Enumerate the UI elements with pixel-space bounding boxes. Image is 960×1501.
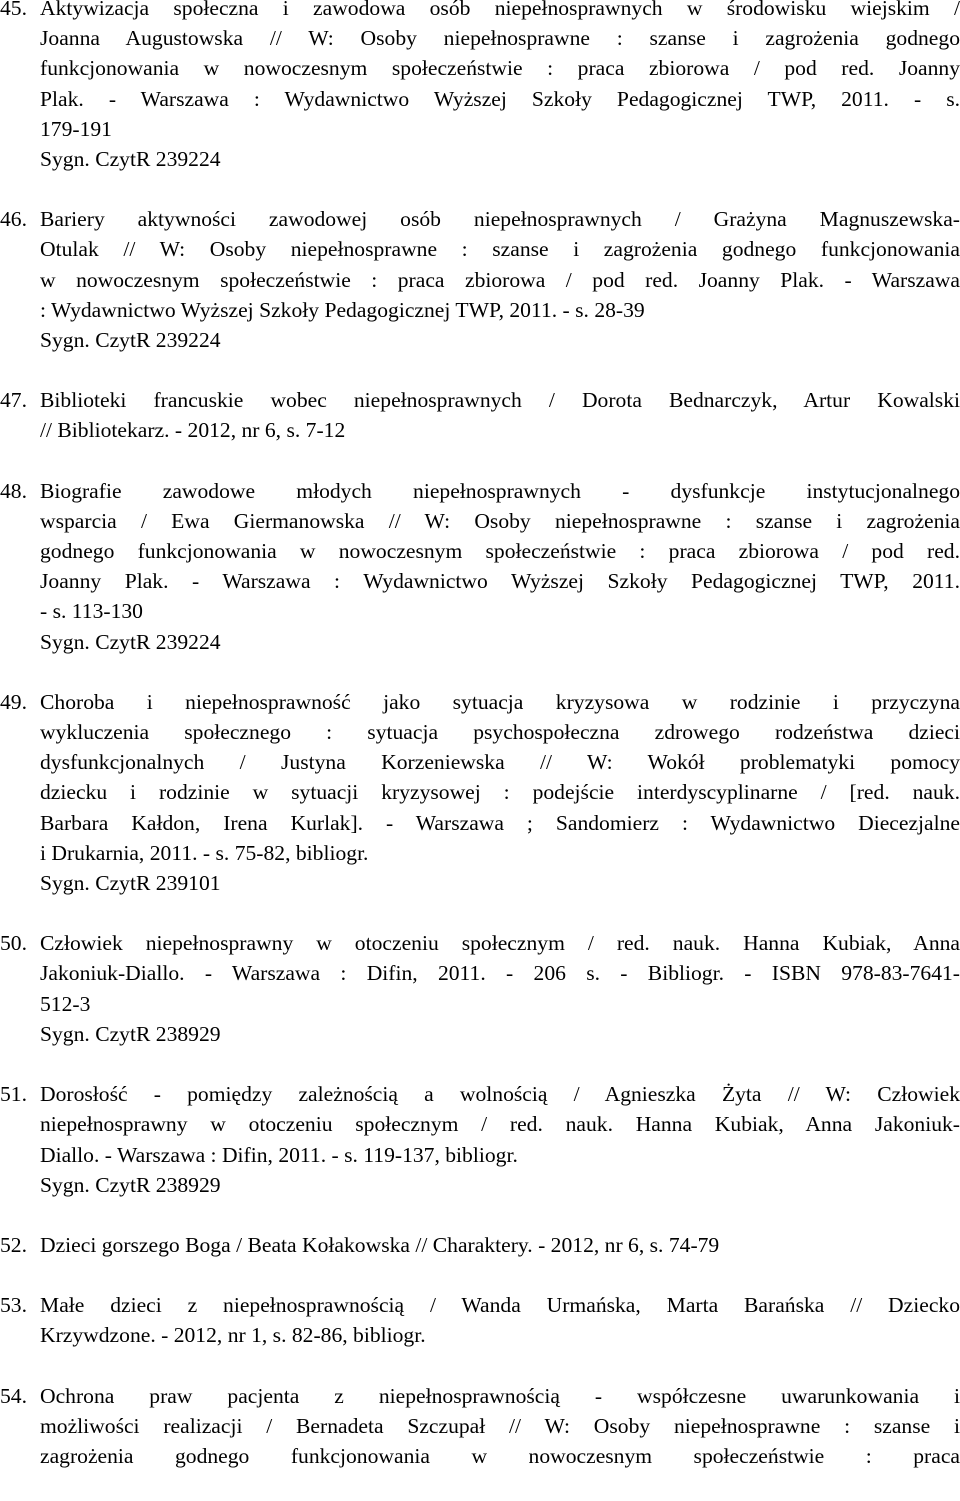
bibliography-entry (0, 1381, 960, 1472)
entry-text (40, 928, 960, 1049)
bibliography-entry (0, 928, 960, 1049)
entry-line: Dorosłość - pomiędzy zależnością a wolnością / Agnieszka Żyta // W: Człowiek (40, 1082, 960, 1107)
entry-line: Choroba i niepełnosprawność jako sytuacja kryzysowa w rodzinie i przyczyna (40, 689, 960, 714)
entry-text (40, 687, 960, 898)
entry-signature: Sygn. CzytR 238929 (40, 1172, 221, 1197)
entry-number: 49. (0, 689, 27, 714)
entry-line: Joanna Augustowska // W: Osoby niepełnosprawne : szanse i zagrożenia godnego (40, 26, 960, 51)
entry-line: Jakoniuk-Diallo. - Warszawa : Difin, 2011. - 206 s. - Bibliogr. - ISBN 978-83-7641- (40, 961, 960, 986)
entry-line: Aktywizacja społeczna i zawodowa osób niepełnosprawnych w środowisku wiejskim / (40, 0, 960, 20)
entry-line: Joanny Plak. - Warszawa : Wydawnictwo Wyższej Szkoły Pedagogicznej TWP, 2011. (40, 569, 960, 594)
entry-line: funkcjonowania w nowoczesnym społeczeństwie : praca zbiorowa / pod red. Joanny (40, 56, 960, 81)
entry-text (40, 1290, 960, 1350)
entry-line: Ochrona praw pacjenta z niepełnosprawnością - współczesne uwarunkowania i (40, 1383, 960, 1408)
entry-line: godnego funkcjonowania w nowoczesnym społeczeństwie : praca zbiorowa / pod red. (40, 539, 960, 564)
entry-text (40, 204, 960, 355)
entry-line: Diallo. - Warszawa : Difin, 2011. - s. 119-137, bibliogr. (40, 1142, 518, 1167)
entry-line: 512-3 (40, 991, 91, 1016)
entry-line: niepełnosprawny w otoczeniu społecznym / red. nauk. Hanna Kubiak, Anna Jakoniuk- (40, 1112, 960, 1137)
entry-number: 50. (0, 931, 27, 956)
bibliography-entry (0, 1230, 960, 1260)
entry-line: Bariery aktywności zawodowej osób niepełnosprawnych / Grażyna Magnuszewska- (40, 207, 960, 232)
entry-line: Biografie zawodowe młodych niepełnosprawnych - dysfunkcje instytucjonalnego (40, 478, 960, 503)
entry-line: zagrożenia godnego funkcjonowania w nowoczesnym społeczeństwie : praca (40, 1443, 960, 1468)
entry-line: możliwości realizacji / Bernadeta Szczupał // W: Osoby niepełnosprawne : szanse i (40, 1413, 960, 1438)
entry-number: 53. (0, 1293, 27, 1318)
entry-number: 51. (0, 1082, 27, 1107)
bibliography-entry (0, 476, 960, 657)
bibliography-entry (0, 687, 960, 898)
entry-line: Barbara Kałdon, Irena Kurlak]. - Warszawa ; Sandomierz : Wydawnictwo Diecezjalne (40, 810, 960, 835)
bibliography-entry (0, 0, 960, 174)
bibliography-entry (0, 385, 960, 445)
entry-number: 47. (0, 388, 27, 413)
entry-line: Biblioteki francuskie wobec niepełnosprawnych / Dorota Bednarczyk, Artur Kowalski (40, 388, 960, 413)
bibliography-entry (0, 1290, 960, 1350)
entry-text (40, 1381, 960, 1472)
entry-signature: Sygn. CzytR 239224 (40, 147, 221, 172)
entry-line: - s. 113-130 (40, 599, 143, 624)
entry-line: Plak. - Warszawa : Wydawnictwo Wyższej Szkoły Pedagogicznej TWP, 2011. - s. (40, 86, 960, 111)
entry-line: dziecku i rodzinie w sytuacji kryzysowej : podejście interdyscyplinarne / [red. nauk. (40, 780, 960, 805)
entry-line: : Wydawnictwo Wyższej Szkoły Pedagogicznej TWP, 2011. - s. 28-39 (40, 297, 645, 322)
entry-line: 179-191 (40, 116, 112, 141)
entry-line: Dzieci gorszego Boga / Beata Kołakowska // Charaktery. - 2012, nr 6, s. 74-79 (40, 1232, 720, 1257)
entry-signature: Sygn. CzytR 239101 (40, 871, 221, 896)
entry-number: 52. (0, 1232, 27, 1257)
entry-line: Małe dzieci z niepełnosprawnością / Wanda Urmańska, Marta Barańska // Dziecko (40, 1293, 960, 1318)
entry-text (40, 476, 960, 657)
entry-line: i Drukarnia, 2011. - s. 75-82, bibliogr. (40, 840, 369, 865)
entry-line: wykluczenia społecznego : sytuacja psychospołeczna zdrowego rodzeństwa dzieci (40, 720, 960, 745)
entry-text (40, 1079, 960, 1200)
bibliography-entry (0, 1079, 960, 1200)
entry-number: 45. (0, 0, 27, 20)
bibliography-entry (0, 204, 960, 355)
entry-line: // Bibliotekarz. - 2012, nr 6, s. 7-12 (40, 418, 346, 443)
entry-signature: Sygn. CzytR 238929 (40, 1021, 221, 1046)
entry-line: Otulak // W: Osoby niepełnosprawne : szanse i zagrożenia godnego funkcjonowania (40, 237, 960, 262)
entry-text (40, 1230, 960, 1260)
entry-line: dysfunkcjonalnych / Justyna Korzeniewska // W: Wokół problematyki pomocy (40, 750, 960, 775)
entry-signature: Sygn. CzytR 239224 (40, 328, 221, 353)
entry-number: 48. (0, 478, 27, 503)
entry-number: 54. (0, 1383, 27, 1408)
entry-signature: Sygn. CzytR 239224 (40, 629, 221, 654)
entry-number: 46. (0, 207, 27, 232)
entry-line: w nowoczesnym społeczeństwie : praca zbiorowa / pod red. Joanny Plak. - Warszawa (40, 267, 960, 292)
entry-line: Krzywdzone. - 2012, nr 1, s. 82-86, bibliogr. (40, 1323, 426, 1348)
entry-line: wsparcia / Ewa Giermanowska // W: Osoby niepełnosprawne : szanse i zagrożenia (40, 508, 960, 533)
entry-text (40, 0, 960, 174)
entry-text (40, 385, 960, 445)
entry-line: Człowiek niepełnosprawny w otoczeniu społecznym / red. nauk. Hanna Kubiak, Anna (40, 931, 960, 956)
